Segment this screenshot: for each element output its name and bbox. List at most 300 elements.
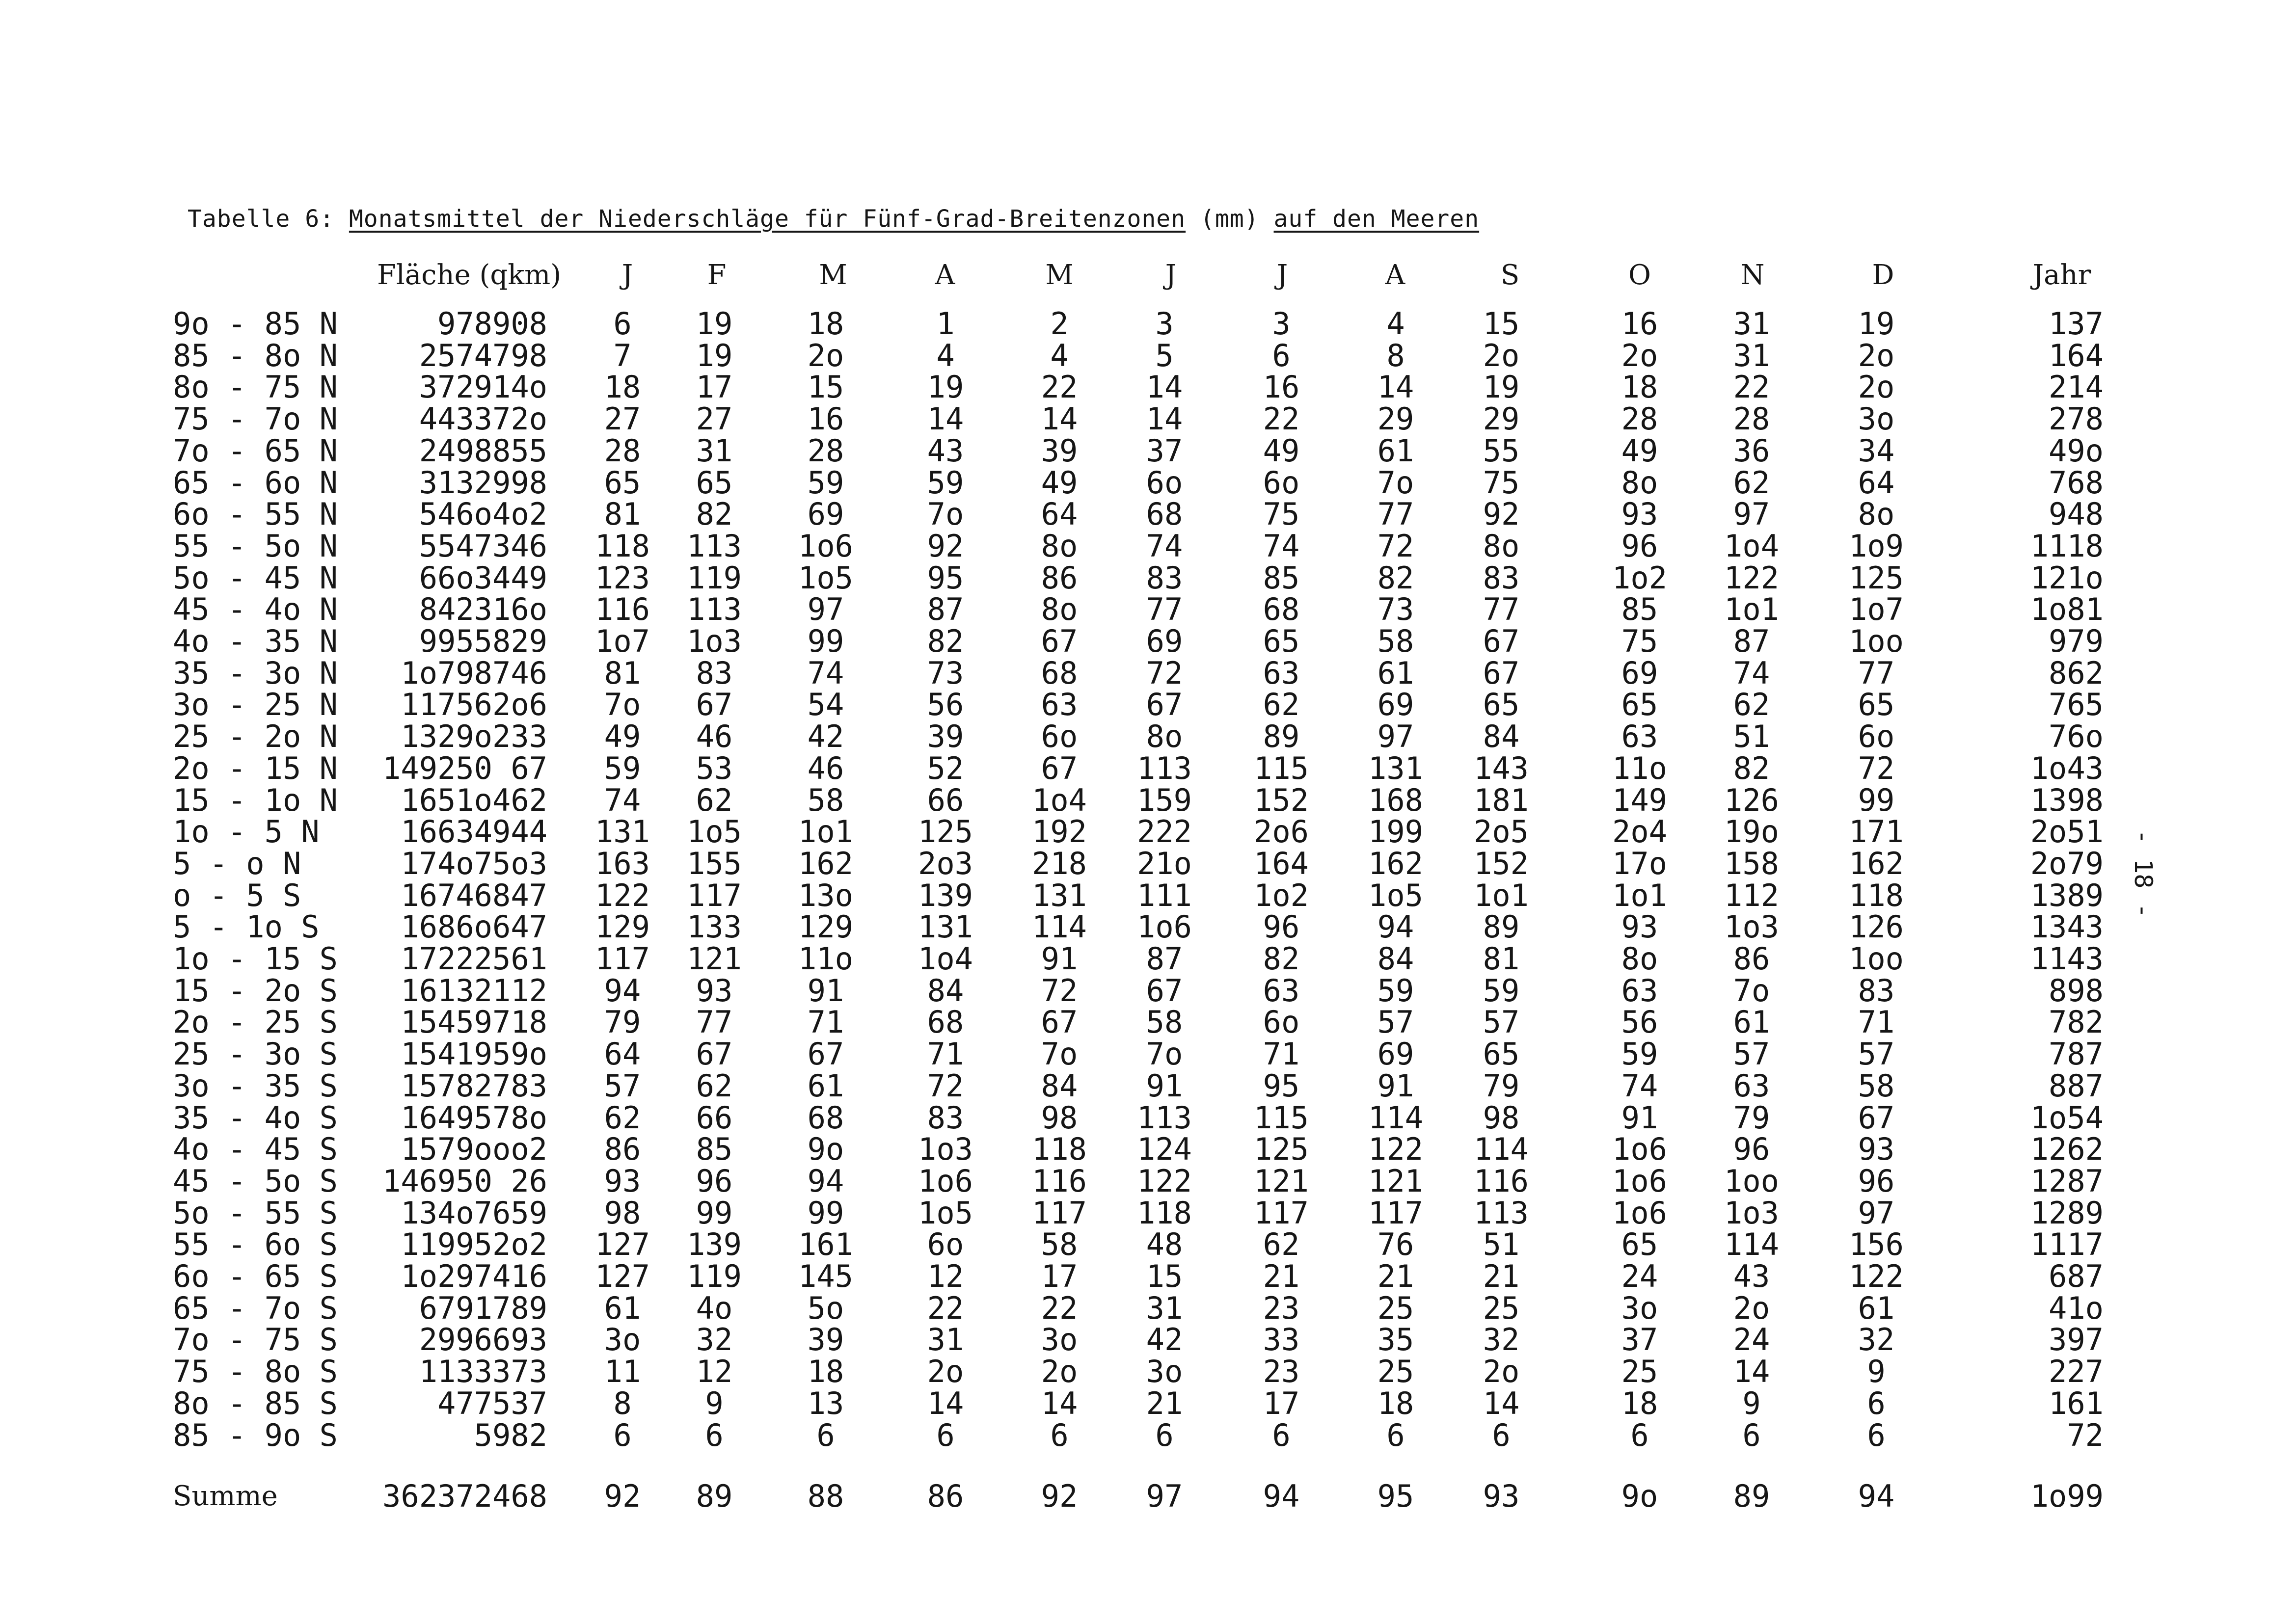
month-cell: 67 xyxy=(1041,750,1078,786)
month-cell: 6 xyxy=(1742,1417,1761,1453)
zone-cell: 75 - 7o N xyxy=(173,401,338,437)
year-cell: 1262 xyxy=(2030,1131,2104,1167)
zone-cell: 5 - o N xyxy=(173,846,301,881)
month-cell: 62 xyxy=(1263,687,1300,722)
month-cell: 65 xyxy=(696,465,733,501)
month-cell: 49 xyxy=(1041,465,1078,501)
month-cell: 68 xyxy=(1263,591,1300,627)
month-cell: 97 xyxy=(807,591,844,627)
zone-cell: 1o - 5 N xyxy=(173,814,320,850)
month-cell: 72 xyxy=(1146,655,1183,691)
month-cell: 71 xyxy=(1263,1036,1300,1072)
area-cell: 16746847 xyxy=(401,878,547,913)
month-cell: 6o xyxy=(1263,465,1300,501)
month-cell: 79 xyxy=(604,1004,641,1040)
table-row xyxy=(0,816,2296,848)
month-cell: 14 xyxy=(1146,401,1183,437)
month-cell: 58 xyxy=(1377,623,1414,659)
month-cell: 118 xyxy=(1032,1131,1087,1167)
month-cell: 99 xyxy=(696,1195,733,1231)
table-row xyxy=(0,1004,2296,1040)
month-cell: 6 xyxy=(613,306,632,342)
zone-cell: 35 - 3o N xyxy=(173,655,338,691)
month-cell: 93 xyxy=(604,1163,641,1199)
month-cell: 114 xyxy=(1368,1100,1423,1136)
area-cell: 2574798 xyxy=(419,338,547,373)
month-cell: 97 xyxy=(1146,1478,1183,1514)
month-cell: 89 xyxy=(1483,909,1520,945)
month-cell: 145 xyxy=(798,1258,853,1294)
month-cell: 83 xyxy=(1483,560,1520,596)
month-cell: 171 xyxy=(1849,814,1904,850)
month-cell: 1o6 xyxy=(1137,909,1192,945)
month-cell: 67 xyxy=(696,687,733,722)
month-cell: 116 xyxy=(595,591,650,627)
month-cell: 73 xyxy=(1377,591,1414,627)
zone-cell: 25 - 3o S xyxy=(173,1036,338,1072)
area-cell: 842316o xyxy=(419,591,547,627)
month-cell: 98 xyxy=(1483,1100,1520,1136)
month-cell: 61 xyxy=(604,1290,641,1326)
month-cell: 58 xyxy=(807,782,844,818)
month-cell: 74 xyxy=(1263,528,1300,564)
header-month: J xyxy=(621,259,633,291)
area-cell: 1649578o xyxy=(401,1100,547,1136)
month-cell: 94 xyxy=(604,973,641,1009)
month-cell: 122 xyxy=(1137,1163,1192,1199)
year-cell: 768 xyxy=(2049,465,2104,501)
month-cell: 1 xyxy=(936,306,955,342)
month-cell: 14 xyxy=(1041,401,1078,437)
month-cell: 218 xyxy=(1032,846,1087,881)
table-row xyxy=(0,1290,2296,1326)
area-cell: 362372468 xyxy=(382,1478,547,1514)
month-cell: 4o xyxy=(696,1290,733,1326)
month-cell: 65 xyxy=(1621,1226,1658,1262)
table-row xyxy=(0,880,2296,911)
month-cell: 7o xyxy=(1041,1036,1078,1072)
month-cell: 1oo xyxy=(1849,623,1904,659)
month-cell: 1o3 xyxy=(687,623,742,659)
year-cell: 1398 xyxy=(2030,782,2104,818)
month-cell: 24 xyxy=(1621,1258,1658,1294)
month-cell: 29 xyxy=(1483,401,1520,437)
month-cell: 15 xyxy=(1146,1258,1183,1294)
table-row xyxy=(0,1417,2296,1453)
month-cell: 59 xyxy=(927,465,964,501)
zone-cell: 7o - 75 S xyxy=(173,1322,338,1357)
month-cell: 1o6 xyxy=(918,1163,973,1199)
month-cell: 1o4 xyxy=(918,941,973,977)
header-month: M xyxy=(819,259,847,291)
title-prefix: Tabelle 6: xyxy=(188,205,334,233)
month-cell: 42 xyxy=(807,718,844,754)
month-cell: 58 xyxy=(1146,1004,1183,1040)
month-cell: 62 xyxy=(1733,465,1770,501)
month-cell: 51 xyxy=(1733,718,1770,754)
month-cell: 77 xyxy=(1483,591,1520,627)
month-cell: 67 xyxy=(1146,687,1183,722)
month-cell: 56 xyxy=(1621,1004,1658,1040)
month-cell: 69 xyxy=(1621,655,1658,691)
month-cell: 48 xyxy=(1146,1226,1183,1262)
month-cell: 29 xyxy=(1377,401,1414,437)
table-row xyxy=(0,1131,2296,1167)
month-cell: 123 xyxy=(595,560,650,596)
month-cell: 6 xyxy=(816,1417,835,1453)
month-cell: 18 xyxy=(807,1354,844,1389)
month-cell: 61 xyxy=(1377,655,1414,691)
month-cell: 86 xyxy=(1733,941,1770,977)
month-cell: 85 xyxy=(1621,591,1658,627)
month-cell: 121 xyxy=(1254,1163,1309,1199)
month-cell: 34 xyxy=(1858,433,1895,469)
month-cell: 62 xyxy=(1263,1226,1300,1262)
table-header xyxy=(0,259,2296,293)
month-cell: 6 xyxy=(1386,1417,1405,1453)
month-cell: 6 xyxy=(1272,338,1291,373)
month-cell: 3o xyxy=(1621,1290,1658,1326)
month-cell: 4 xyxy=(1050,338,1069,373)
month-cell: 125 xyxy=(918,814,973,850)
month-cell: 4 xyxy=(936,338,955,373)
area-cell: 2498855 xyxy=(419,433,547,469)
year-cell: 979 xyxy=(2049,623,2104,659)
month-cell: 66 xyxy=(696,1100,733,1136)
month-cell: 63 xyxy=(1041,687,1078,722)
month-cell: 23 xyxy=(1263,1354,1300,1389)
month-cell: 14 xyxy=(1733,1354,1770,1389)
month-cell: 53 xyxy=(696,750,733,786)
month-cell: 82 xyxy=(1263,941,1300,977)
month-cell: 1o5 xyxy=(798,560,853,596)
month-cell: 1o2 xyxy=(1612,560,1667,596)
month-cell: 152 xyxy=(1474,846,1529,881)
month-cell: 152 xyxy=(1254,782,1309,818)
month-cell: 65 xyxy=(1483,687,1520,722)
month-cell: 68 xyxy=(1041,655,1078,691)
month-cell: 52 xyxy=(927,750,964,786)
month-cell: 8o xyxy=(1041,591,1078,627)
month-cell: 3o xyxy=(604,1322,641,1357)
month-cell: 14 xyxy=(927,1385,964,1421)
month-cell: 117 xyxy=(1254,1195,1309,1231)
year-cell: 765 xyxy=(2049,687,2104,722)
header-area: Fläche (qkm) xyxy=(377,259,562,291)
month-cell: 91 xyxy=(1041,941,1078,977)
month-cell: 63 xyxy=(1263,655,1300,691)
header-month: J xyxy=(1276,259,1288,291)
header-month: O xyxy=(1628,259,1651,291)
month-cell: 131 xyxy=(595,814,650,850)
table-row xyxy=(0,1324,2296,1356)
month-cell: 64 xyxy=(1858,465,1895,501)
month-cell: 1o3 xyxy=(918,1131,973,1167)
month-cell: 129 xyxy=(595,909,650,945)
month-cell: 113 xyxy=(1137,1100,1192,1136)
month-cell: 21 xyxy=(1483,1258,1520,1294)
month-cell: 21 xyxy=(1146,1385,1183,1421)
month-cell: 2 xyxy=(1050,306,1069,342)
zone-cell: 15 - 1o N xyxy=(173,782,338,818)
table-row xyxy=(0,369,2296,405)
month-cell: 113 xyxy=(687,591,742,627)
table-row xyxy=(0,943,2296,975)
area-cell: 9955829 xyxy=(419,623,547,659)
month-cell: 1o1 xyxy=(1474,878,1529,913)
month-cell: 28 xyxy=(1621,401,1658,437)
month-cell: 74 xyxy=(604,782,641,818)
month-cell: 69 xyxy=(1377,1036,1414,1072)
month-cell: 59 xyxy=(1483,973,1520,1009)
month-cell: 11o xyxy=(798,941,853,977)
month-cell: 32 xyxy=(696,1322,733,1357)
month-cell: 9 xyxy=(705,1385,724,1421)
year-cell: 76o xyxy=(2049,718,2104,754)
month-cell: 118 xyxy=(1137,1195,1192,1231)
month-cell: 9o xyxy=(807,1131,844,1167)
month-cell: 33 xyxy=(1263,1322,1300,1357)
month-cell: 162 xyxy=(798,846,853,881)
zone-cell: 8o - 85 S xyxy=(173,1385,338,1421)
month-cell: 75 xyxy=(1483,465,1520,501)
page-number: - 18 - xyxy=(2129,829,2158,918)
month-cell: 1o1 xyxy=(798,814,853,850)
month-cell: 139 xyxy=(687,1226,742,1262)
month-cell: 162 xyxy=(1849,846,1904,881)
month-cell: 31 xyxy=(1733,306,1770,342)
area-cell: 117562o6 xyxy=(401,687,547,722)
year-cell: 1o43 xyxy=(2030,750,2104,786)
month-cell: 2o xyxy=(1483,338,1520,373)
month-cell: 67 xyxy=(1041,623,1078,659)
month-cell: 82 xyxy=(696,496,733,532)
month-cell: 25 xyxy=(1377,1354,1414,1389)
month-cell: 86 xyxy=(1041,560,1078,596)
month-cell: 125 xyxy=(1254,1131,1309,1167)
month-cell: 67 xyxy=(1146,973,1183,1009)
month-cell: 12 xyxy=(927,1258,964,1294)
table-row xyxy=(0,975,2296,1007)
month-cell: 159 xyxy=(1137,782,1192,818)
month-cell: 77 xyxy=(1146,591,1183,627)
month-cell: 114 xyxy=(1474,1131,1529,1167)
table-row xyxy=(0,403,2296,435)
month-cell: 92 xyxy=(604,1478,641,1514)
month-cell: 72 xyxy=(1041,973,1078,1009)
month-cell: 55 xyxy=(1483,433,1520,469)
month-cell: 2o xyxy=(1858,338,1895,373)
header-year: Jahr xyxy=(2032,259,2091,291)
table-title xyxy=(188,205,1479,233)
month-cell: 59 xyxy=(604,750,641,786)
month-cell: 82 xyxy=(1377,560,1414,596)
month-cell: 67 xyxy=(696,1036,733,1072)
month-cell: 7o xyxy=(604,687,641,722)
area-cell: 1o297416 xyxy=(401,1258,547,1294)
table-row xyxy=(0,435,2296,467)
month-cell: 1oo xyxy=(1849,941,1904,977)
month-cell: 89 xyxy=(1263,718,1300,754)
area-cell: 16132112 xyxy=(401,973,547,1009)
month-cell: 22 xyxy=(927,1290,964,1326)
month-cell: 117 xyxy=(595,941,650,977)
month-cell: 14 xyxy=(1377,369,1414,405)
area-cell: 134o7659 xyxy=(401,1195,547,1231)
area-cell: 3132998 xyxy=(419,465,547,501)
month-cell: 85 xyxy=(696,1131,733,1167)
month-cell: 19 xyxy=(696,338,733,373)
month-cell: 91 xyxy=(807,973,844,1009)
month-cell: 74 xyxy=(1146,528,1183,564)
year-cell: 397 xyxy=(2049,1322,2104,1357)
year-cell: 1117 xyxy=(2030,1226,2104,1262)
header-month: N xyxy=(1740,259,1765,291)
month-cell: 163 xyxy=(595,846,650,881)
month-cell: 94 xyxy=(1263,1478,1300,1514)
month-cell: 99 xyxy=(1858,782,1895,818)
year-cell: 862 xyxy=(2049,655,2104,691)
area-cell: 5547346 xyxy=(419,528,547,564)
month-cell: 61 xyxy=(807,1068,844,1104)
table-row xyxy=(0,623,2296,659)
month-cell: 65 xyxy=(1858,687,1895,722)
month-cell: 94 xyxy=(807,1163,844,1199)
month-cell: 21o xyxy=(1137,846,1192,881)
zone-cell: 65 - 6o N xyxy=(173,465,338,501)
area-cell: 15782783 xyxy=(401,1068,547,1104)
month-cell: 1o5 xyxy=(687,814,742,850)
month-cell: 54 xyxy=(807,687,844,722)
month-cell: 83 xyxy=(696,655,733,691)
header-month: D xyxy=(1872,259,1894,291)
area-cell: 1133373 xyxy=(419,1354,547,1389)
area-cell: 1579ooo2 xyxy=(401,1131,547,1167)
title-unit: (mm) xyxy=(1200,205,1259,233)
table-row xyxy=(0,655,2296,691)
month-cell: 6 xyxy=(936,1417,955,1453)
zone-cell: 2o - 25 S xyxy=(173,1004,338,1040)
month-cell: 63 xyxy=(1733,1068,1770,1104)
area-cell: 2996693 xyxy=(419,1322,547,1357)
month-cell: 91 xyxy=(1621,1100,1658,1136)
month-cell: 19 xyxy=(927,369,964,405)
month-cell: 111 xyxy=(1137,878,1192,913)
month-cell: 72 xyxy=(1858,750,1895,786)
month-cell: 199 xyxy=(1368,814,1423,850)
month-cell: 11o xyxy=(1612,750,1667,786)
month-cell: 46 xyxy=(696,718,733,754)
month-cell: 61 xyxy=(1377,433,1414,469)
month-cell: 129 xyxy=(798,909,853,945)
zone-cell: 55 - 6o S xyxy=(173,1226,338,1262)
month-cell: 57 xyxy=(1483,1004,1520,1040)
area-cell: 1686o647 xyxy=(401,909,547,945)
month-cell: 39 xyxy=(807,1322,844,1357)
month-cell: 18 xyxy=(807,306,844,342)
month-cell: 61 xyxy=(1858,1290,1895,1326)
month-cell: 43 xyxy=(927,433,964,469)
month-cell: 69 xyxy=(1146,623,1183,659)
month-cell: 6 xyxy=(1492,1417,1511,1453)
month-cell: 43 xyxy=(1733,1258,1770,1294)
month-cell: 31 xyxy=(927,1322,964,1357)
year-cell: 898 xyxy=(2049,973,2104,1009)
table-row xyxy=(0,1356,2296,1387)
year-cell: 1o54 xyxy=(2030,1100,2104,1136)
month-cell: 133 xyxy=(687,909,742,945)
month-cell: 1o6 xyxy=(1612,1131,1667,1167)
month-cell: 37 xyxy=(1621,1322,1658,1357)
month-cell: 6 xyxy=(1867,1417,1886,1453)
month-cell: 1o2 xyxy=(1254,878,1309,913)
zone-cell: 5o - 55 S xyxy=(173,1195,338,1231)
month-cell: 9 xyxy=(1742,1385,1761,1421)
header-month: F xyxy=(707,259,727,291)
month-cell: 57 xyxy=(1377,1004,1414,1040)
month-cell: 68 xyxy=(1146,496,1183,532)
month-cell: 2o5 xyxy=(1474,814,1529,850)
month-cell: 19 xyxy=(1858,306,1895,342)
month-cell: 113 xyxy=(687,528,742,564)
month-cell: 131 xyxy=(1032,878,1087,913)
month-cell: 96 xyxy=(1621,528,1658,564)
month-cell: 93 xyxy=(1621,496,1658,532)
month-cell: 42 xyxy=(1146,1322,1183,1357)
month-cell: 14 xyxy=(1041,1385,1078,1421)
year-cell: 887 xyxy=(2049,1068,2104,1104)
month-cell: 118 xyxy=(1849,878,1904,913)
month-cell: 1o4 xyxy=(1032,782,1087,818)
area-cell: 119952o2 xyxy=(401,1226,547,1262)
month-cell: 3 xyxy=(1272,306,1291,342)
month-cell: 27 xyxy=(696,401,733,437)
month-cell: 1o5 xyxy=(1368,878,1423,913)
month-cell: 81 xyxy=(604,496,641,532)
month-cell: 69 xyxy=(807,496,844,532)
zone-cell: 4o - 35 N xyxy=(173,623,338,659)
month-cell: 18 xyxy=(604,369,641,405)
month-cell: 8o xyxy=(1146,718,1183,754)
month-cell: 17 xyxy=(1041,1258,1078,1294)
year-cell: 1289 xyxy=(2030,1195,2104,1231)
month-cell: 8 xyxy=(613,1385,632,1421)
table-row xyxy=(0,1070,2296,1102)
table-row xyxy=(0,1163,2296,1199)
month-cell: 31 xyxy=(1146,1290,1183,1326)
month-cell: 81 xyxy=(1483,941,1520,977)
month-cell: 5o xyxy=(807,1290,844,1326)
month-cell: 62 xyxy=(696,1068,733,1104)
month-cell: 39 xyxy=(1041,433,1078,469)
month-cell: 62 xyxy=(604,1100,641,1136)
year-cell: 1o81 xyxy=(2030,591,2104,627)
zone-cell: 55 - 5o N xyxy=(173,528,338,564)
month-cell: 77 xyxy=(1858,655,1895,691)
zone-cell: 65 - 7o S xyxy=(173,1290,338,1326)
month-cell: 95 xyxy=(1377,1478,1414,1514)
month-cell: 74 xyxy=(807,655,844,691)
table-row xyxy=(0,1226,2296,1262)
month-cell: 92 xyxy=(1483,496,1520,532)
month-cell: 59 xyxy=(1621,1036,1658,1072)
table-row xyxy=(0,848,2296,879)
year-cell: 787 xyxy=(2049,1036,2104,1072)
month-cell: 7o xyxy=(1377,465,1414,501)
zone-cell: 75 - 8o S xyxy=(173,1354,338,1389)
month-cell: 121 xyxy=(1368,1163,1423,1199)
year-cell: 278 xyxy=(2049,401,2104,437)
